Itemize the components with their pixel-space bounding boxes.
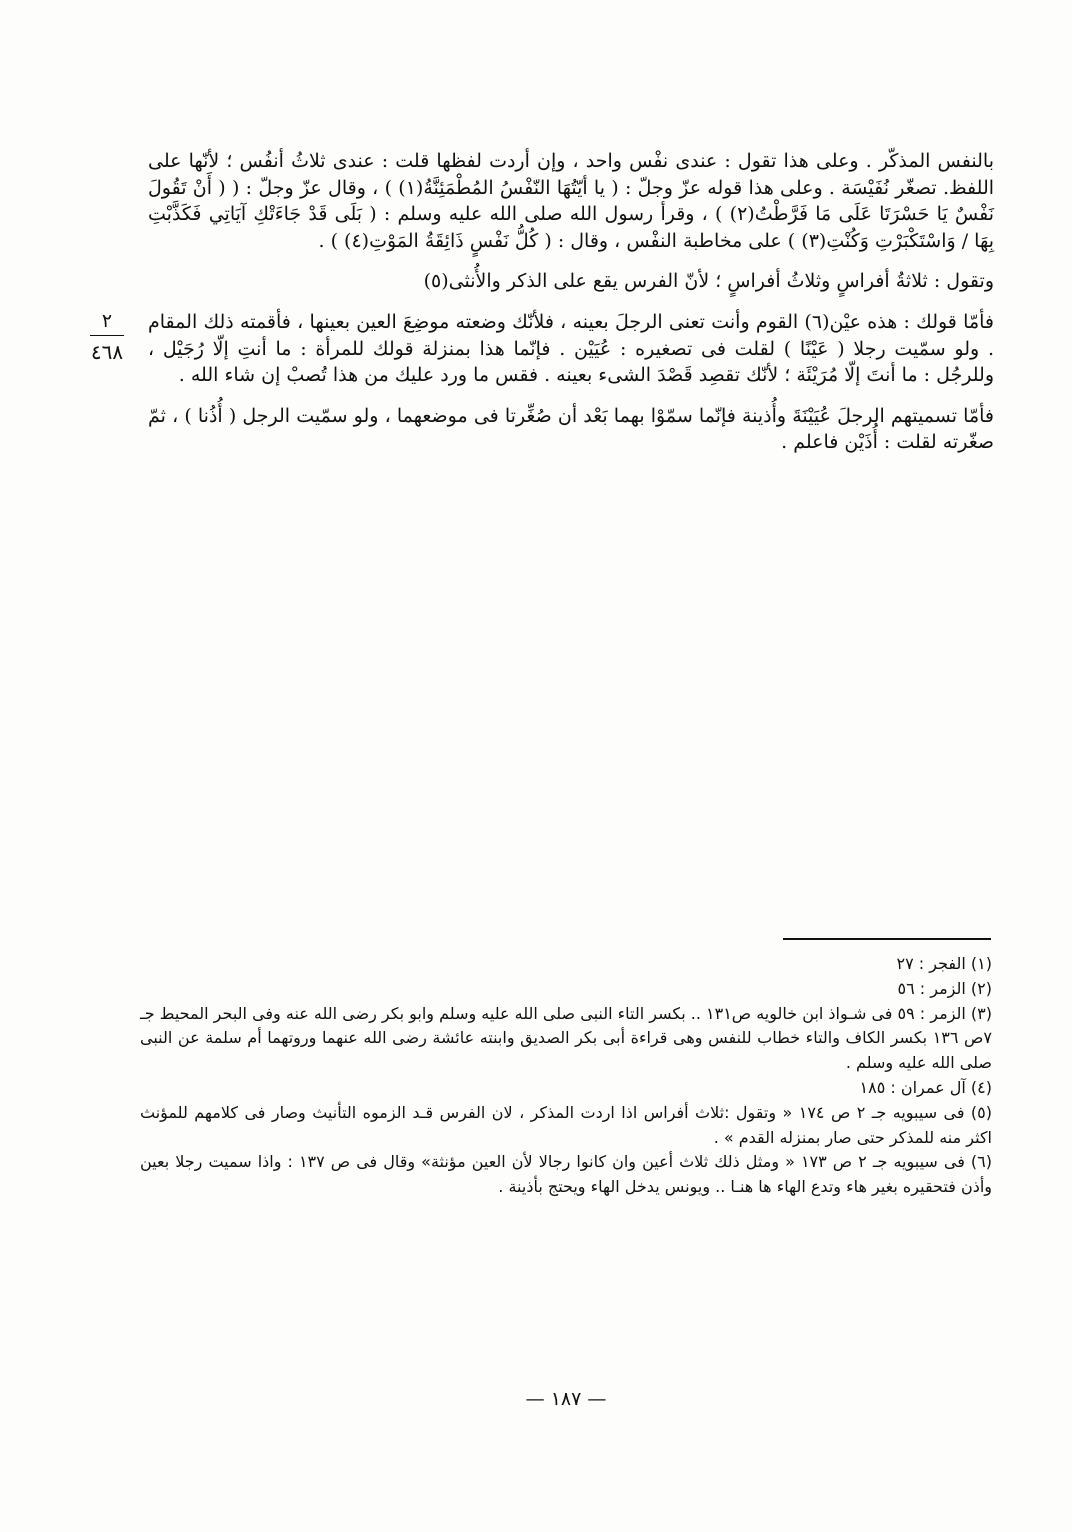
footnote-4: (٤) آل عمران : ١٨٥ bbox=[859, 1077, 992, 1097]
footnote-5: (٥) فى سيبويه جـ ٢ ص ١٧٤ « وتقول :ثلاث أفراس اذا اردت المذكر ، لان الفرس قـد الزموه التأنيث وصار فى كلامهم للمؤنث اكثر منه للمذكر حتى صار بمنزله القدم » . bbox=[140, 1102, 993, 1147]
footnote-6: (٦) فى سيبويه جـ ٢ ص ١٧٣ « ومثل ذلك ثلاث أعين وان كانوا رجالا لأن العين مؤنثة» وقال فى ص ١٣٧ : واذا سميت رجلا بعين وأذن فتحقيره بغير هاء وتدع الهاء ها هنـا .. ويونس يدخل الهاء ويحتج بأذينة . bbox=[140, 1152, 992, 1197]
body-paragraph-3: فأمّا قولك : هذه عيْن(٦) القوم وأنت تعنى الرجلَ بعينه ، فلأنّك وضعته موضِعَ العين بعينها ، فأقمته ذلك المقام . ولو سمّيت رجلا ( عَيْنًا ) لقلت فى تصغيره : عُيَيْن . فإنّما هذا بمنزلة قولك للمرأة : ما أنتِ إلّا رُجَيْل ، وللرجُل : ما أنتَ إلّا مُرَيْئَة ؛ لأنّك تقصِد قَصْدَ الشىء بعينه . فقس ما ورد عليك من هذا تُصبْ إن شاء الله . bbox=[148, 310, 994, 387]
body-paragraph-1: بالنفس المذكّر . وعلى هذا تقول : عندى نفْس واحد ، وإن أردت لفظها قلت : عندى ثلاثُ أنفُس ؛ لأنّها على اللفظ. تصغّر نُفَيْسَة . وعلى هذا قوله عزّ وجلّ : ( يا أيّتُهَا النّفْسُ المُطْمَئِنَّةُ(١) ) ، وقال عزّ وجلّ : ( ( أَنْ تَقُولَ نَفْسٌ يَا حَسْرَتَا عَلَى مَا فَرَّطْتُ(٢) ) ، وقرأ رسول الله صلى الله عليه وسلم : ( بَلَى قَدْ جَاءَتْكِ آيَاتِي فَكَذَّبْتِ بِهَا / وَاسْتَكْبَرْتِ وَكُنْتِ(٣) ) على مخاطبة النفْس ، وقال : ( كُلُّ نَفْسٍ ذَائِقَةُ المَوْتِ(٤) ) . bbox=[148, 150, 995, 252]
footnote-divider bbox=[783, 938, 991, 940]
footnote-3: (٣) الزمر : ٥٩ فى شـواذ ابن خالويه ص١٣١ .. بكسر التاء النبى صلى الله عليه وسلم وابو بكر رضى الله عنه وفى البحر المحيط جـ ٧ص ١٣٦ بكسر الكاف والتاء خطاب للنفس وهى قراءة أبى بكر الصديق وابنته عائشة رضى الله عنهما وروتهما أم سلمة عن النبى صلى الله عليه وسلم . bbox=[140, 1003, 993, 1073]
margin-reference-numerator: ٢ bbox=[90, 312, 124, 336]
main-text bbox=[148, 148, 994, 470]
body-paragraph-4: فأمّا تسميتهم الرجلَ عُيَيْنَةَ وأُذينة فإنّما سمّوْا بهما بَعْد أن صُغِّرتا فى موضعهما ، ولو سمّيت الرجل ( أُذُنا ) ، ثمّ صغّرته لقلت : أُذَيْن فاعلم . bbox=[148, 404, 994, 454]
page-number: — ١٨٧ — bbox=[525, 1388, 607, 1410]
body-paragraph-2: وتقول : ثلاثةُ أفراسٍ وثلاثُ أفراسٍ ؛ لأنّ الفرس يقع على الذكر والأُنثى(٥) bbox=[423, 270, 994, 293]
footnote-1: (١) الفجر : ٢٧ bbox=[896, 954, 992, 973]
footnotes bbox=[140, 952, 992, 1200]
margin-page-reference bbox=[82, 312, 132, 362]
margin-reference-denominator: ٤٦٨ bbox=[90, 340, 124, 364]
footnote-2: (٢) الزمر : ٥٦ bbox=[897, 978, 992, 998]
